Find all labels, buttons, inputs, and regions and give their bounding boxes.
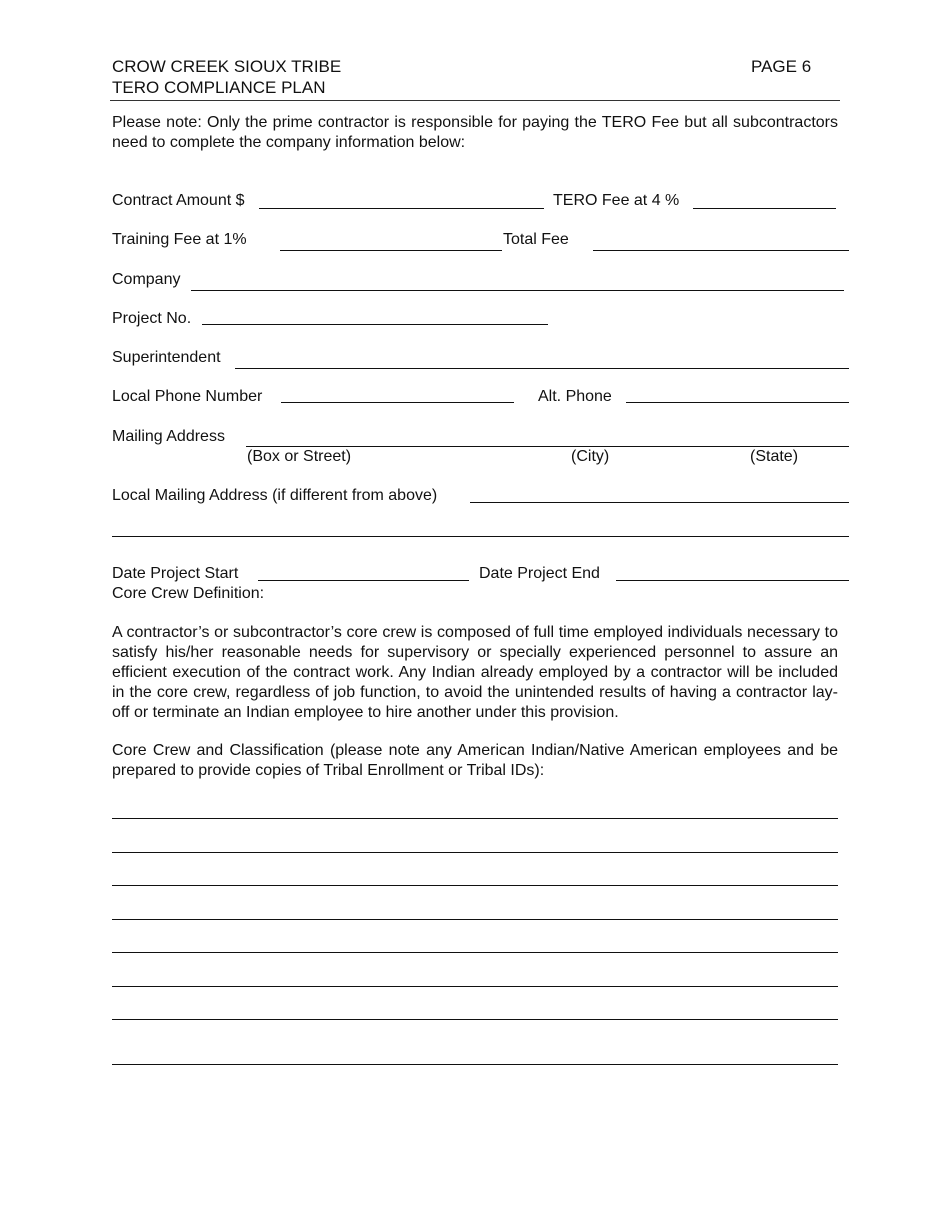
- core-crew-heading: Core Crew Definition:: [112, 585, 265, 602]
- notice-text: Please note: Only the prime contractor is responsible for paying the TERO Fee but all subcontractors need to complete the company information below:: [112, 114, 838, 151]
- tero-fee-label: TERO Fee at 4 %: [553, 192, 680, 209]
- contract-amount-label: Contract Amount $: [112, 192, 245, 209]
- total-fee-field[interactable]: [593, 250, 849, 251]
- crew-entry-line-7[interactable]: [112, 1019, 838, 1020]
- crew-entry-line-6[interactable]: [112, 986, 838, 987]
- header-divider: [110, 100, 840, 101]
- superintendent-field[interactable]: [235, 368, 849, 369]
- total-fee-label: Total Fee: [503, 231, 569, 248]
- crew-entry-line-5[interactable]: [112, 952, 838, 953]
- alt-phone-field[interactable]: [626, 402, 849, 403]
- core-crew-definition: A contractor’s or subcontractor’s core crew is composed of full time employed individuals necessary to satisfy his/her reasonable needs for supervisory or specially experienced personnel to assure an efficient execution of the contract work. Any Indian already employed by a contractor will be included in the core crew, regardless of job function, to avoid the unintended results of having a contractor lay-off or terminate an Indian employee to hire another under this provision.: [112, 624, 838, 721]
- crew-entry-line-4[interactable]: [112, 919, 838, 920]
- local-mailing-label: Local Mailing Address (if different from above): [112, 487, 438, 504]
- mailing-address-label: Mailing Address: [112, 428, 225, 445]
- project-no-label: Project No.: [112, 310, 192, 327]
- city-caption: (City): [571, 448, 610, 465]
- page-number: PAGE 6: [751, 57, 812, 76]
- state-caption: (State): [750, 448, 799, 465]
- training-fee-label: Training Fee at 1%: [112, 231, 247, 248]
- date-start-label: Date Project Start: [112, 565, 239, 582]
- date-end-label: Date Project End: [479, 565, 600, 582]
- contract-amount-field[interactable]: [259, 208, 544, 209]
- crew-entry-line-2[interactable]: [112, 852, 838, 853]
- crew-entry-line-3[interactable]: [112, 885, 838, 886]
- local-mailing-field-line-2[interactable]: [112, 536, 849, 537]
- local-mailing-field[interactable]: [470, 502, 849, 503]
- local-phone-label: Local Phone Number: [112, 388, 263, 405]
- header-plan-name: TERO COMPLIANCE PLAN: [112, 78, 326, 97]
- superintendent-label: Superintendent: [112, 349, 221, 366]
- crew-entry-line-1[interactable]: [112, 818, 838, 819]
- alt-phone-label: Alt. Phone: [538, 388, 612, 405]
- local-phone-field[interactable]: [281, 402, 514, 403]
- project-no-field[interactable]: [202, 324, 548, 325]
- crew-entry-line-8[interactable]: [112, 1064, 838, 1065]
- training-fee-field[interactable]: [280, 250, 502, 251]
- company-label: Company: [112, 271, 181, 288]
- date-end-field[interactable]: [616, 580, 849, 581]
- company-field[interactable]: [191, 290, 844, 291]
- header-tribe-name: CROW CREEK SIOUX TRIBE: [112, 57, 342, 76]
- core-crew-classification: Core Crew and Classification (please note any American Indian/Native American employees and be prepared to provide copies of Tribal Enrollment or Tribal IDs):: [112, 742, 838, 779]
- date-start-field[interactable]: [258, 580, 469, 581]
- box-or-street-caption: (Box or Street): [247, 448, 352, 465]
- tero-fee-field[interactable]: [693, 208, 836, 209]
